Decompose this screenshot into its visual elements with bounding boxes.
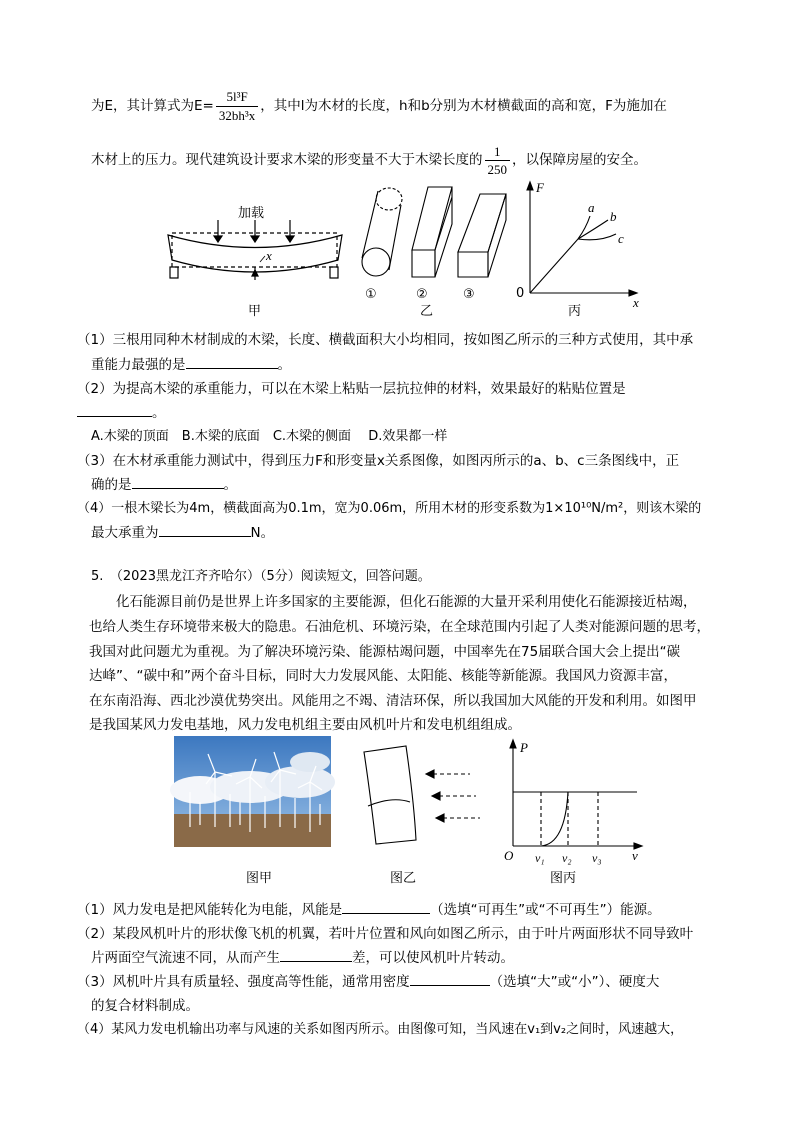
support-left — [170, 267, 178, 278]
caption-fig-jia: 图甲 — [246, 871, 273, 886]
caption-fig-bing: 图丙 — [550, 871, 577, 886]
q5-3-line2: 的复合材料制成。 — [91, 998, 199, 1014]
label-2: ② — [416, 287, 428, 302]
cylinder-bottom — [362, 248, 390, 276]
q4-line2 — [91, 521, 274, 541]
q1-end: 。 — [277, 357, 291, 373]
caption-yi: 乙 — [420, 304, 434, 319]
q3-line2 — [91, 473, 237, 493]
label-3: ③ — [463, 287, 475, 302]
p-axis-label: P — [520, 740, 528, 755]
load-arrowhead-2 — [251, 236, 259, 242]
figure-jia — [168, 205, 342, 319]
wind-farm-photo — [170, 736, 335, 886]
q5-1-post: （选填“可再生”或“不可再生”）能源。 — [430, 902, 661, 918]
caption-fig-yi: 图乙 — [390, 871, 417, 886]
q2-line2 — [77, 401, 166, 421]
deformation-line — [91, 140, 647, 180]
q2-line1: （2）为提高木梁的承重能力，可以在木梁上粘贴一层抗拉伸的材料，效果最好的粘贴位置是 — [77, 381, 626, 397]
formula-denominator: 32bh³x — [218, 107, 256, 123]
q5-3-line1 — [77, 970, 659, 990]
beam2-side — [435, 197, 452, 277]
q5-2-post: 差，可以使风机叶片转动。 — [352, 950, 514, 966]
q1-line2 — [91, 353, 291, 373]
beam2-top — [412, 187, 452, 250]
deformation-post: ，以保障房屋的安全。 — [512, 152, 647, 168]
p5-line-5: 在东南沿海、西北沙漠优势突出。风能用之不竭、清洁环保，所以我国加大风能的开发和利用。如图甲 — [89, 693, 697, 709]
curve-b-label: b — [610, 209, 617, 224]
q2-answer-blank[interactable] — [77, 415, 152, 417]
deflection-x-label: x — [266, 248, 272, 263]
q2-options: A.木梁的顶面 B.木梁的底面 C.木梁的侧面 D.效果都一样 — [91, 429, 448, 444]
q5-3-answer-blank[interactable] — [410, 984, 490, 986]
q3-line1: （3）在木材承重能力测试中，得到压力F和形变量x关系图像，如图丙所示的a、b、c三条图线中，正 — [77, 453, 680, 469]
v1-label: v₁ — [535, 851, 545, 865]
blade-curve — [368, 800, 410, 806]
cloud-4 — [290, 752, 330, 772]
q5-4-line1: （4）某风力发电机输出功率与风速的关系如图丙所示。由图像可知，当风速在v₁到v₂之间时，风速越大， — [77, 1022, 684, 1037]
v3-label: v₃ — [592, 851, 602, 865]
q4-answer-blank[interactable] — [159, 535, 251, 537]
q5-1-answer-blank[interactable] — [342, 912, 430, 914]
load-arrowhead-1 — [214, 236, 222, 242]
q4-end: N。 — [250, 525, 275, 541]
wind-arrowhead-3 — [436, 814, 444, 822]
q1-text: 重能力最强的是 — [91, 357, 186, 373]
p5-line-4: 达峰”、“碳中和”两个奋斗目标，同时大力发展风能、太阳能、核能等新能源。我国风力资源丰富， — [89, 668, 677, 684]
figure-bing — [516, 180, 639, 319]
formula-line — [91, 86, 667, 126]
blade-figure — [364, 746, 480, 886]
figure-wind — [170, 732, 660, 894]
load-label: 加载 — [238, 206, 265, 221]
q5-2-answer-blank[interactable] — [280, 960, 352, 962]
beam3-side — [488, 194, 506, 277]
wind-arrowhead-1 — [426, 770, 434, 778]
x-axis-label: x — [633, 295, 639, 310]
f-axis-arrow — [527, 182, 533, 190]
x-pointer — [260, 256, 265, 262]
curve-a-label: a — [588, 200, 595, 215]
p5-line-1: 化石能源目前仍是世界上许多国家的主要能源，但化石能源的大量开采利用使化石能源接近枯竭， — [89, 594, 697, 610]
load-arrowhead-3 — [286, 236, 294, 242]
deformation-numerator: 1 — [485, 143, 511, 161]
cloud-3 — [265, 766, 335, 798]
formula-post: ，其中l为木材的长度，h和b分别为木材横截面的高和宽，F为施加在 — [260, 98, 667, 114]
p5-line-2: 也给人类生存环境带来极大的隐患。石油危机、环境污染，在全球范围内引起了人类对能源问题的思考， — [89, 619, 710, 635]
q5-2-line2 — [91, 946, 514, 966]
beam3-front — [458, 252, 488, 277]
origin-o-label: O — [504, 848, 514, 863]
curve-c-label: c — [618, 231, 624, 246]
formula-fraction — [216, 88, 258, 125]
caption-bing: 丙 — [568, 304, 582, 319]
line-linear — [530, 239, 578, 293]
figure-beams — [160, 180, 660, 325]
formula-pre: 为E，其计算式为E= — [91, 98, 214, 114]
deformation-pre: 木材上的压力。现代建筑设计要求木梁的形变量不大于木梁长度的 — [91, 152, 483, 168]
q5-3-post: （选填“大”或“小”）、硬度大 — [489, 974, 660, 990]
p-axis-arrow — [510, 740, 516, 748]
origin-label: 0 — [516, 286, 525, 301]
label-1: ① — [365, 287, 377, 302]
deformation-fraction — [485, 143, 511, 178]
cylinder-edge-right — [389, 205, 401, 270]
q4-text: 最大承重为 — [91, 525, 159, 541]
q5-3-pre: （3）风机叶片具有质量轻、强度高等性能，通常用密度 — [77, 974, 410, 990]
cylinder-top — [376, 188, 402, 210]
photo-ground — [174, 814, 331, 847]
q3-end: 。 — [223, 477, 237, 493]
q5-1-pre: （1）风力发电是把风能转化为电能，风能是 — [77, 902, 343, 918]
q5-2-line1: （2）某段风机叶片的形状像飞机的机翼，若叶片位置和风向如图乙所示，由于叶片两面形状不同导致叶 — [77, 926, 694, 942]
v-axis-label: v — [632, 848, 638, 863]
formula-numerator: 5l³F — [216, 88, 258, 107]
q1-answer-blank[interactable] — [186, 367, 278, 369]
f-axis-label: F — [536, 180, 544, 195]
v2-label: v₂ — [562, 851, 572, 865]
q4-line1: （4）一根木梁长为4m，横截面高为0.1m，宽为0.06m，所用木材的形变系数为1×10¹⁰N/m²，则该木梁的 — [77, 501, 702, 516]
beam2-front — [412, 250, 435, 277]
deformation-denominator: 250 — [487, 161, 507, 177]
p5-header: 5. （2023黑龙江齐齐哈尔）（5分）阅读短文，回答问题。 — [91, 569, 431, 584]
p5-line-6: 是我国某风力发电基地，风力发电机组主要由风机叶片和发电机组组成。 — [89, 717, 521, 733]
q5-2-pre: 片两面空气流速不同，从而产生 — [91, 950, 280, 966]
figure-yi — [362, 187, 506, 319]
q2-end: 。 — [152, 405, 166, 421]
p5-line-3: 我国对此问题尤为重视。为了解决环境污染、能源枯竭问题，中国率先在75届联合国大会上提出“碳 — [89, 644, 681, 660]
q3-answer-blank[interactable] — [132, 487, 224, 489]
power-graph — [504, 740, 642, 886]
blade-outline — [364, 746, 416, 844]
power-curve — [541, 792, 568, 846]
caption-jia: 甲 — [248, 304, 262, 319]
support-right — [330, 267, 338, 278]
curve-b — [578, 220, 608, 239]
wind-arrowhead-2 — [432, 792, 440, 800]
q3-text: 确的是 — [91, 477, 132, 493]
q1-line1: （1）三根用同种木材制成的木梁，长度、横截面积大小均相同，按如图乙所示的三种方式使用，其中承 — [77, 332, 694, 348]
q5-1-line — [77, 898, 661, 918]
deflection-arrowhead — [252, 270, 258, 276]
